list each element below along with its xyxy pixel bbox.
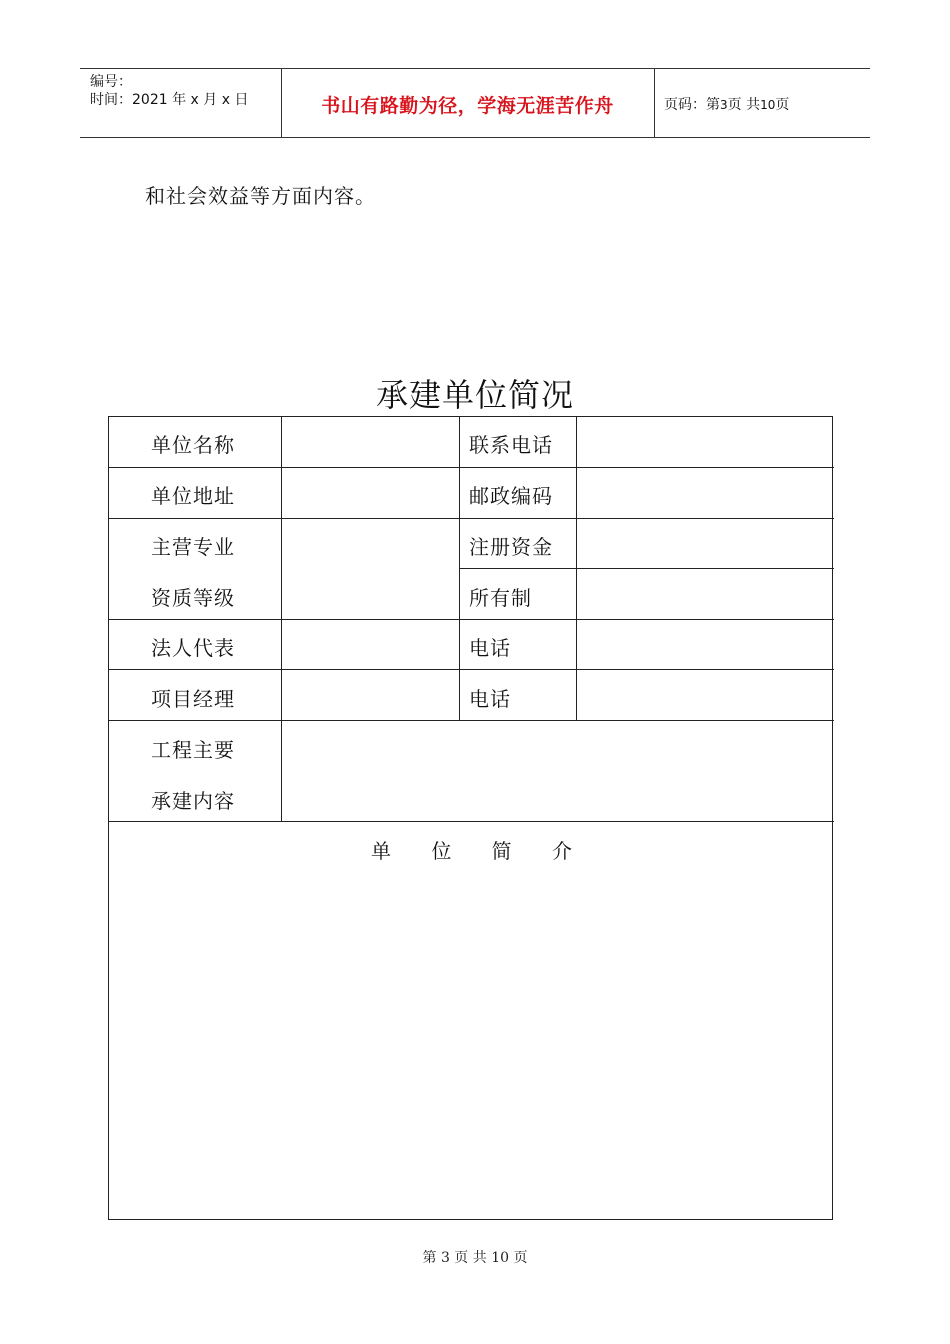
registered-capital-label: 注册资金	[469, 535, 553, 559]
page-footer: 第 3 页 共 10 页	[422, 1250, 528, 1266]
legal-rep-phone-label: 电话	[469, 636, 511, 660]
page-suffix: 页	[775, 97, 790, 113]
form-title: 承建单位简况	[375, 376, 574, 414]
unit-info-form	[108, 416, 833, 1220]
row-divider	[109, 619, 834, 620]
main-specialty-label: 主营专业	[151, 535, 235, 559]
row-divider	[109, 669, 834, 670]
header-motto: 书山有路勤为径，学海无涯苦作舟	[321, 95, 614, 117]
row-divider	[109, 720, 834, 721]
col-divider	[576, 417, 577, 720]
unit-intro-body[interactable]	[129, 877, 814, 1197]
page-prefix: 页码：第	[664, 97, 720, 113]
header-meta	[90, 73, 248, 109]
ownership-label: 所有制	[469, 586, 532, 610]
row-divider	[109, 467, 834, 468]
page-header	[80, 68, 870, 138]
contact-phone-label: 联系电话	[469, 433, 553, 457]
project-manager-label: 项目经理	[151, 687, 235, 711]
time-label: 时间：2021 年 x 月 x 日	[90, 92, 249, 108]
heading-char: 简	[491, 839, 512, 863]
row-divider	[109, 518, 834, 519]
main-works-label-line1: 工程主要	[151, 738, 235, 762]
heading-char: 位	[431, 839, 452, 863]
col-divider	[281, 417, 282, 821]
page-total: 10	[760, 98, 776, 112]
row-divider	[459, 568, 834, 569]
main-works-label-line2: 承建内容	[151, 789, 235, 813]
row-divider	[109, 821, 834, 822]
postal-code-label: 邮政编码	[469, 484, 553, 508]
unit-intro-heading	[109, 835, 834, 864]
unit-name-label: 单位名称	[151, 433, 235, 457]
header-divider	[654, 69, 655, 137]
legal-rep-label: 法人代表	[151, 636, 235, 660]
pm-phone-label: 电话	[469, 687, 511, 711]
intro-text: 和社会效益等方面内容。	[145, 184, 376, 208]
page-mid: 页 共	[727, 97, 761, 113]
col-divider	[459, 417, 460, 720]
heading-char: 单	[370, 839, 391, 863]
unit-address-label: 单位地址	[151, 484, 235, 508]
heading-char: 介	[552, 839, 573, 863]
qualification-label: 资质等级	[151, 586, 235, 610]
header-page-number	[664, 94, 789, 114]
page-current: 3	[720, 98, 728, 112]
serial-label: 编号：	[90, 74, 132, 90]
